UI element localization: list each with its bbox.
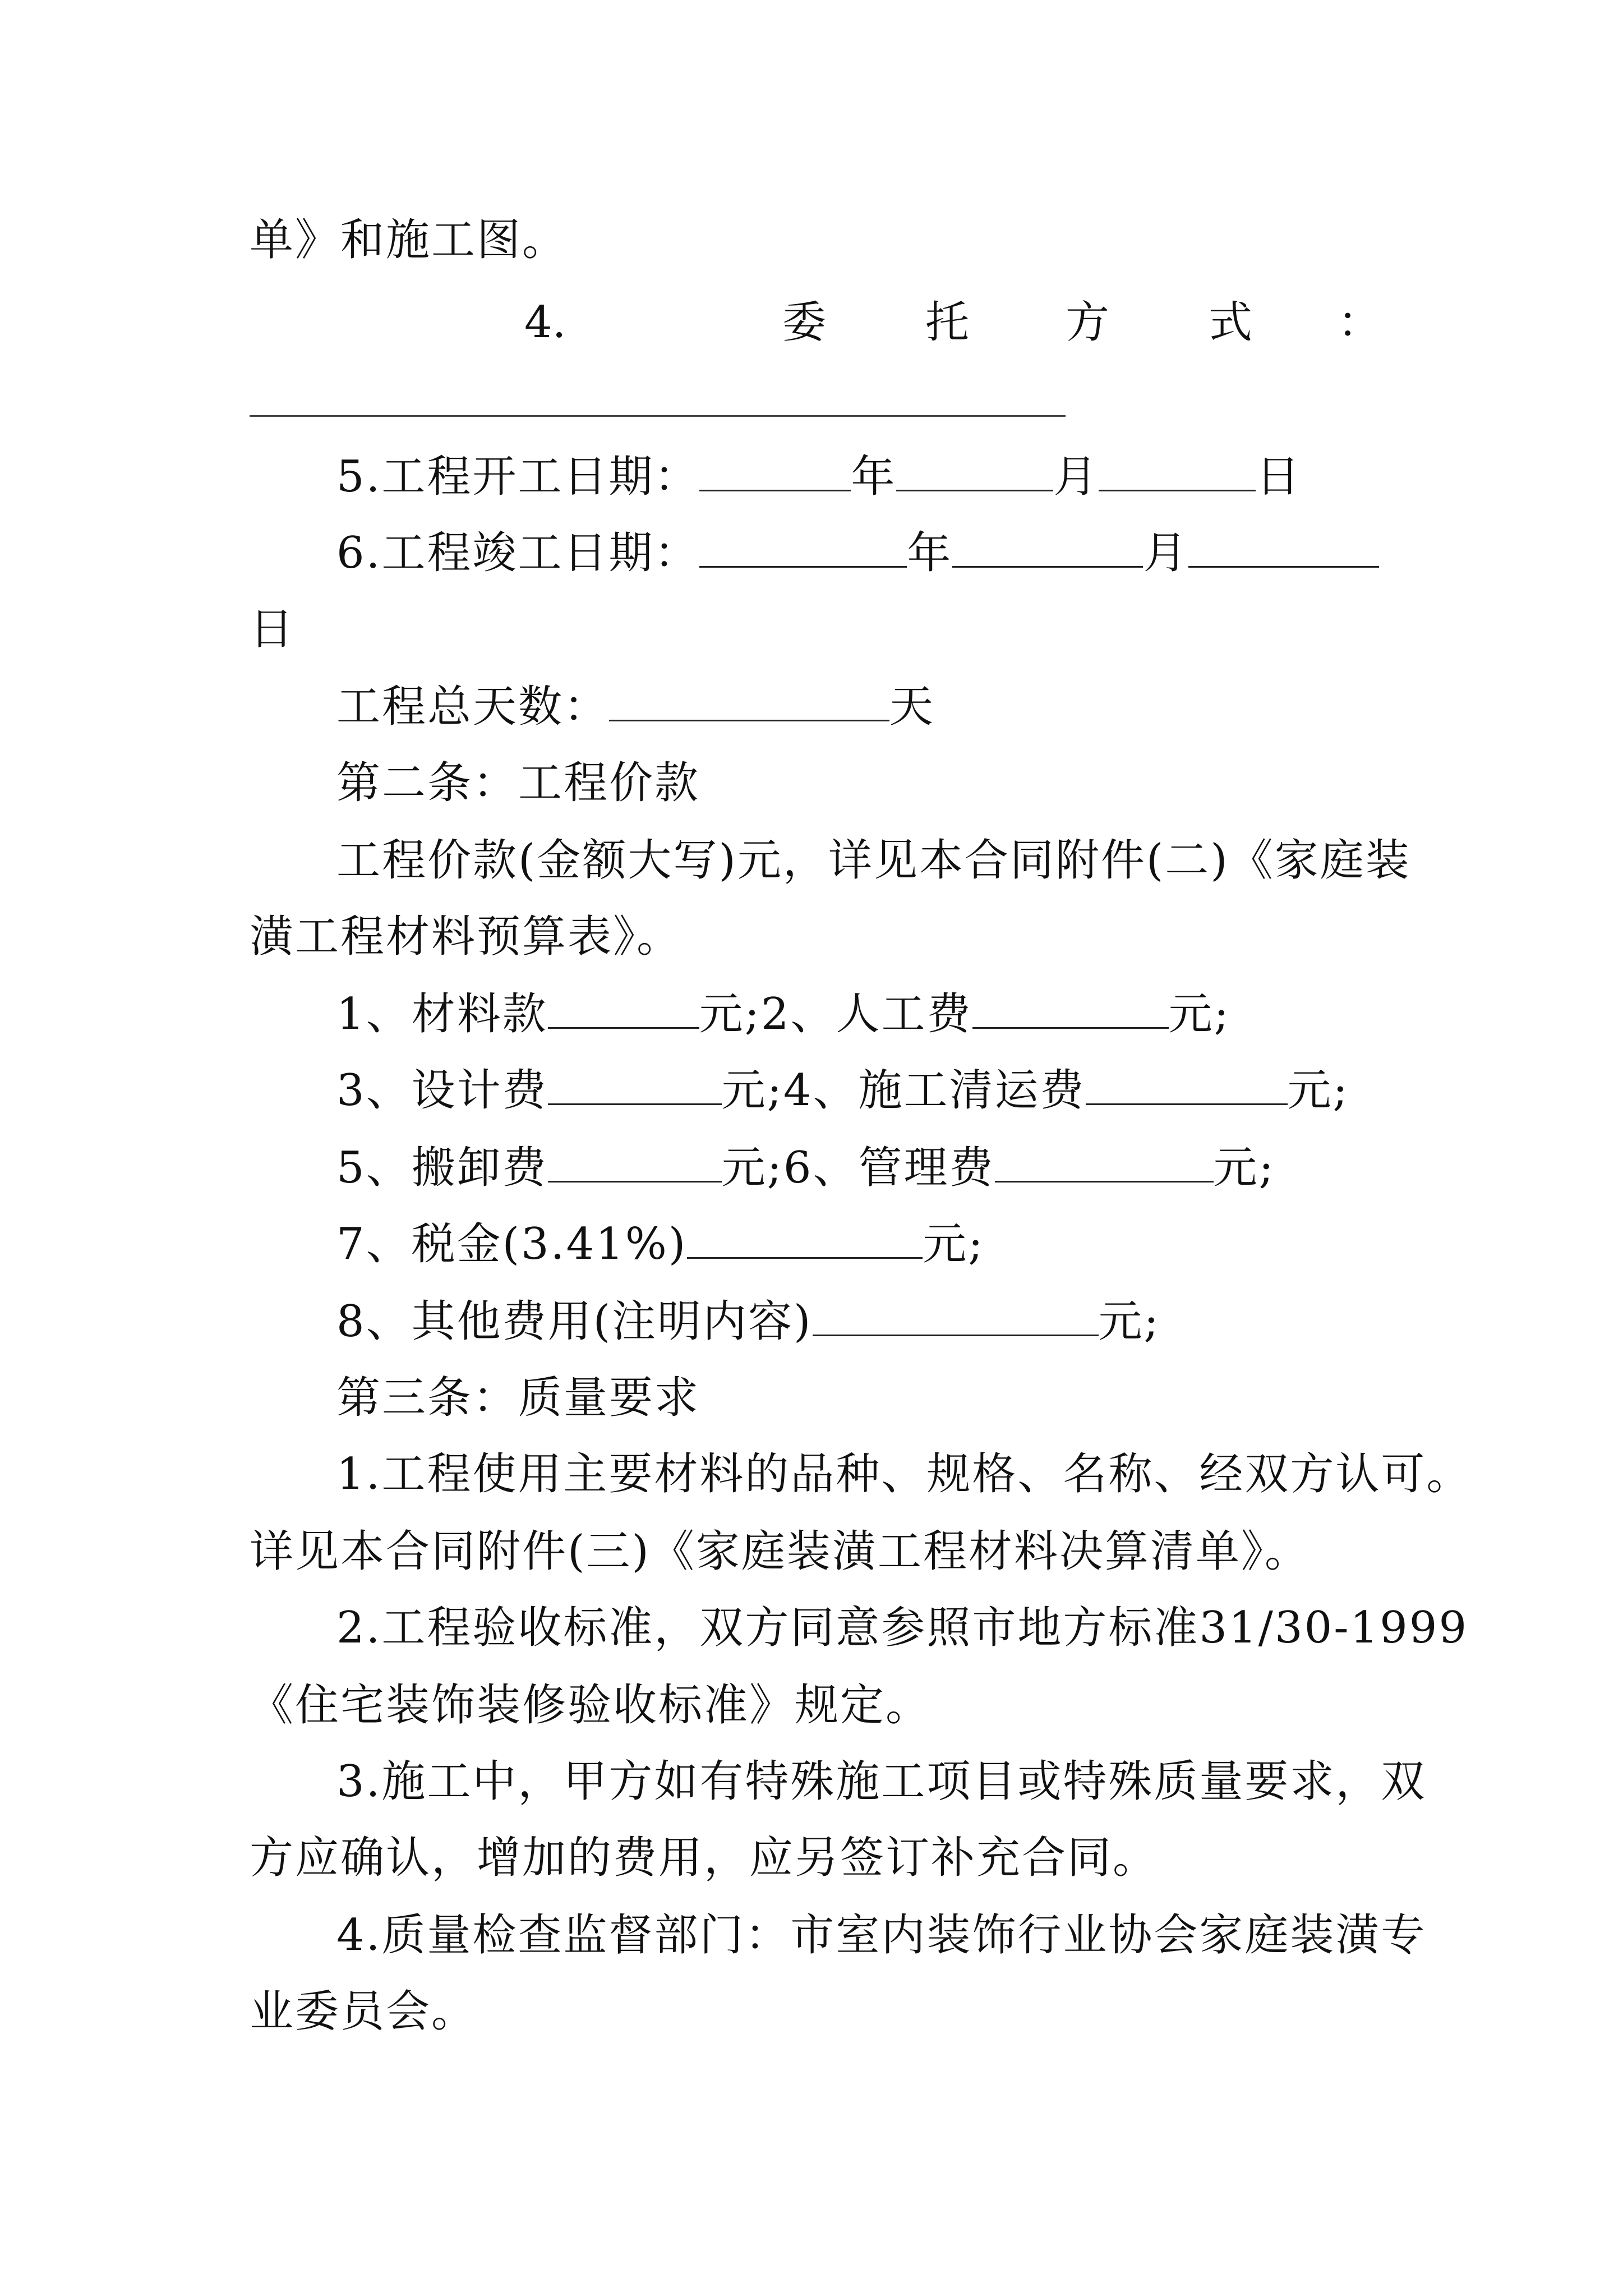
text-segment: 元; — [923, 1219, 985, 1269]
text-line — [336, 986, 1230, 1042]
text-segment: 第三条：质量要求 — [336, 1373, 700, 1423]
text-segment: 月 — [1053, 452, 1099, 502]
text-segment: 6.工程竣工日期： — [336, 528, 700, 578]
blank-field — [952, 527, 1143, 568]
text-line — [250, 212, 568, 268]
text-segment: 方应确认，增加的费用，应另签订补充合同。 — [250, 1833, 1159, 1883]
text-char: 委 — [782, 297, 827, 348]
text-line — [336, 1140, 1275, 1196]
text-segment: 月 — [1143, 528, 1189, 578]
text-line — [336, 1600, 1468, 1656]
text-segment: 2.工程验收标准，双方同意参照市地方标准31/30-1999 — [336, 1603, 1469, 1653]
text-line — [336, 1754, 1426, 1810]
text-line — [336, 525, 1379, 581]
blank-field — [548, 1064, 722, 1105]
blank-field — [699, 527, 907, 568]
text-segment: 业委员会。 — [250, 1986, 477, 2037]
text-segment: 7、税金(3.41%) — [336, 1219, 688, 1269]
blank-field — [1099, 450, 1256, 491]
text-char: ： — [1338, 297, 1382, 348]
text-segment: 元; — [1287, 1065, 1349, 1116]
text-segment: 工程价款(金额大写)元，详见本合同附件(二)《家庭装 — [336, 835, 1411, 886]
text-segment: 详见本合同附件(三)《家庭装潢工程材料决算清单》。 — [250, 1526, 1310, 1577]
text-line — [336, 1446, 1472, 1502]
text-segment: 元;4、施工清运费 — [721, 1065, 1086, 1116]
text-segment: 8、其他费用(注明内容) — [336, 1296, 813, 1347]
blank-field — [1086, 1064, 1288, 1105]
text-line — [336, 1062, 1349, 1119]
text-segment: 3、设计费 — [336, 1065, 548, 1116]
text-line — [250, 1984, 477, 2040]
text-segment: 《住宅装饰装修验收标准》规定。 — [250, 1680, 932, 1731]
blank-field — [1188, 527, 1379, 568]
text-segment: 天 — [889, 682, 935, 732]
text-line — [250, 1677, 931, 1733]
text-segment: 1、材料款 — [336, 989, 548, 1039]
blank-field — [813, 1295, 1099, 1336]
text-line — [336, 679, 935, 735]
fill-in-line — [250, 415, 1066, 417]
blank-field — [699, 450, 851, 491]
text-line — [250, 1830, 1158, 1886]
blank-field — [896, 450, 1053, 491]
text-line — [336, 1294, 1160, 1350]
text-line — [250, 601, 295, 657]
text-segment: 1.工程使用主要材料的品种、规格、名称、经双方认可。 — [336, 1449, 1472, 1499]
text-segment: 日 — [250, 604, 296, 655]
text-segment: 第二条：工程价款 — [336, 758, 700, 808]
text-segment: 5.工程开工日期： — [336, 452, 700, 502]
text-segment: 元; — [1168, 989, 1230, 1039]
section-heading — [336, 755, 700, 811]
text-segment: 年 — [851, 452, 897, 502]
text-segment: 4.质量检查监督部门：市室内装饰行业协会家庭装潢专 — [336, 1910, 1427, 1961]
text-segment: 日 — [1256, 452, 1302, 502]
text-segment: 单》和施工图。 — [250, 215, 568, 265]
blank-field — [687, 1218, 923, 1259]
section-heading — [336, 1370, 700, 1426]
text-line — [336, 1907, 1426, 1963]
blank-field — [548, 1142, 722, 1182]
text-segment: 元; — [1213, 1143, 1275, 1193]
text-segment: 潢工程材料预算表》。 — [250, 912, 683, 962]
text-line — [336, 449, 1301, 505]
text-char: 方 — [1066, 297, 1110, 348]
text-segment: 元;2、人工费 — [699, 989, 972, 1039]
text-line — [250, 909, 682, 965]
text-line — [250, 1524, 1310, 1580]
text-segment: 元; — [1098, 1296, 1160, 1347]
blank-field — [972, 988, 1169, 1029]
text-char: 托 — [925, 297, 970, 348]
text-segment: 5、搬卸费 — [336, 1143, 548, 1193]
text-segment: 3.施工中，甲方如有特殊施工项目或特殊质量要求，双 — [336, 1756, 1427, 1807]
text-segment: 工程总天数： — [336, 682, 610, 732]
text-segment: 年 — [907, 528, 953, 578]
text-line — [336, 1216, 985, 1272]
blank-field — [548, 988, 699, 1029]
text-char: 式 — [1209, 297, 1253, 348]
blank-field — [609, 680, 889, 721]
text-line — [336, 832, 1411, 889]
blank-field — [995, 1142, 1214, 1182]
item-number: 4. — [524, 297, 566, 348]
text-segment: 元;6、管理费 — [721, 1143, 995, 1193]
